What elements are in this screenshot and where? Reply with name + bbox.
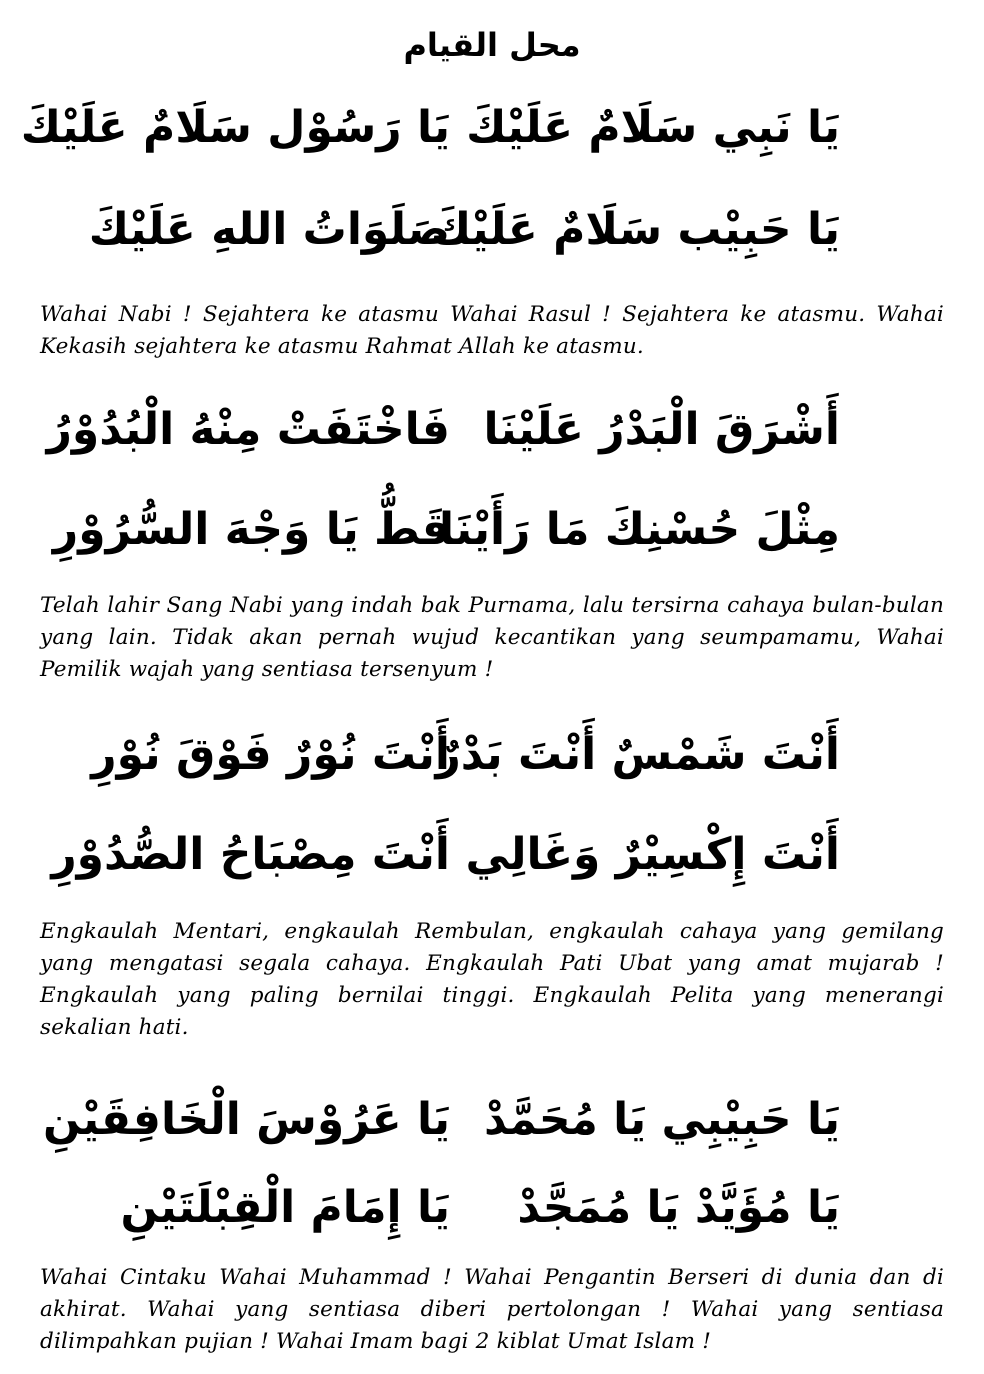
verse-line [52, 490, 850, 570]
verse-line [46, 390, 850, 470]
verse-second-hemistich: يَا إِمَامَ الْقِبْلَتَيْنِ [120, 1182, 450, 1233]
verse-line [20, 88, 850, 168]
verse-line [42, 1080, 850, 1160]
verse-second-hemistich: صَلَوَاتُ اللهِ عَلَيْكَ [88, 204, 450, 255]
translation-paragraph: Engkaulah Mentari, engkaulah Rembulan, engkaulah cahaya yang gemilang yang mengatasi segala cahaya. Engkaulah Pati Ubat yang amat mujarab ! Engkaulah yang paling bernilai tinggi. Engkaulah Pelita yang menerangi sekalian hati. [40, 919, 944, 1040]
translation-paragraph: Wahai Nabi ! Sejahtera ke atasmu Wahai Rasul ! Sejahtera ke atasmu. Wahai Kekasih sejahtera ke atasmu Rahmat Allah ke atasmu. [40, 302, 944, 359]
verse-line [88, 190, 850, 270]
page-title: محل القيام [403, 26, 581, 64]
verse-first-hemistich: أَنْتَ إِكْسِيْرٌ وَغَالِي [465, 829, 840, 880]
verse-line [91, 715, 850, 795]
verse-line [51, 815, 850, 895]
translation-paragraph: Wahai Cintaku Wahai Muhammad ! Wahai Pengantin Berseri di dunia dan di akhirat. Wahai yang sentiasa diberi pertolongan ! Wahai yang sentiasa dilimpahkan pujian ! Wahai Imam bagi 2 kiblat Umat Islam ! [40, 1265, 944, 1354]
verse-second-hemistich: يَا رَسُوْل سَلَامٌ عَلَيْكَ [20, 102, 450, 153]
verse-second-hemistich: أَنْتَ مِصْبَاحُ الصُّدُوْرِ [51, 829, 450, 880]
verse-first-hemistich: يَا نَبِي سَلَامٌ عَلَيْكَ [466, 102, 840, 153]
translation-paragraph: Telah lahir Sang Nabi yang indah bak Purnama, lalu tersirna cahaya bulan-bulan yang lain. Tidak akan pernah wujud kecantikan yang seumpamamu, Wahai Pemilik wajah yang sentiasa tersenyum ! [40, 593, 944, 682]
verse-line [120, 1168, 850, 1248]
verse-first-hemistich: أَنْتَ شَمْسٌ أَنْتَ بَدْرٌ [435, 729, 840, 780]
verse-first-hemistich: يَا مُؤَيَّدْ يَا مُمَجَّدْ [517, 1182, 840, 1233]
verse-second-hemistich: قَطُّ يَا وَجْهَ السُّرُوْرِ [52, 504, 450, 555]
verse-first-hemistich: أَشْرَقَ الْبَدْرُ عَلَيْنَا [483, 404, 840, 455]
verse-second-hemistich: فَاخْتَفَتْ مِنْهُ الْبُدُوْرُ [46, 404, 450, 455]
verse-second-hemistich: يَا عَرُوْسَ الْخَافِقَيْنِ [42, 1094, 450, 1145]
verse-second-hemistich: أَنْتَ نُوْرٌ فَوْقَ نُوْرِ [91, 729, 450, 780]
verse-first-hemistich: مِثْلَ حُسْنِكَ مَا رَأَيْنَا [438, 504, 840, 555]
verse-first-hemistich: يَا حَبِيْبِي يَا مُحَمَّدْ [483, 1094, 840, 1145]
verse-first-hemistich: يَا حَبِيْب سَلَامٌ عَلَيْكَ [430, 204, 840, 255]
